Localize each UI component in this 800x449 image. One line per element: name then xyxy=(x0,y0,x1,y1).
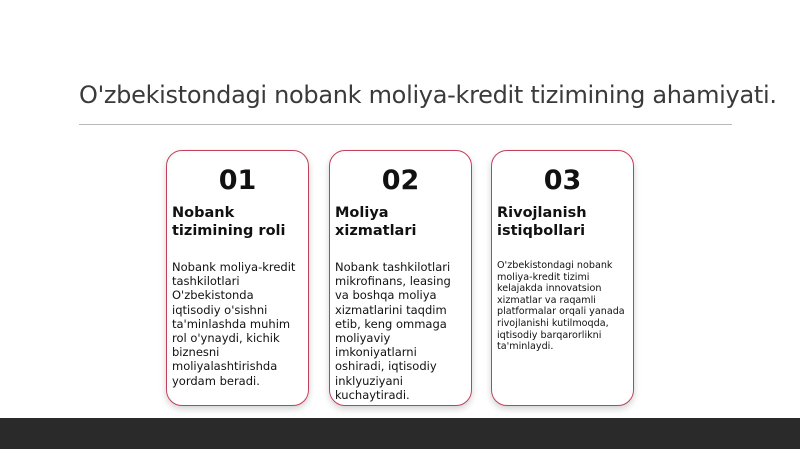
footer-bar xyxy=(0,418,800,449)
card-nobank-role xyxy=(166,150,309,406)
slide-title: O'zbekistondagi nobank moliya-kredit tizimining ahamiyati. xyxy=(79,81,777,109)
card-number: 01 xyxy=(218,165,257,196)
card-number: 02 xyxy=(381,165,420,196)
card-development-prospects xyxy=(491,150,634,406)
card-body: O'zbekistondagi nobank moliya-kredit tizimi kelajakda innovatsion xizmatlar va raqamli platformalar orqali yanada rivojlanishi kutilmoqda, iqtisodiy barqarorlikni ta'minlaydi. xyxy=(497,260,625,353)
card-heading: Moliya xizmatlari xyxy=(335,205,417,239)
card-number: 03 xyxy=(543,165,582,196)
card-financial-services xyxy=(329,150,472,406)
title-divider xyxy=(79,124,732,125)
card-heading: Nobank tizimining roli xyxy=(172,205,286,239)
card-body: Nobank moliya-kredit tashkilotlari O'zbekistonda iqtisodiy o'sishni ta'minlashda muhim rol o'ynaydi, kichik biznesni moliyalashtirishda yordam beradi. xyxy=(172,260,296,388)
card-heading: Rivojlanish istiqbollari xyxy=(497,205,587,239)
card-body: Nobank tashkilotlari mikrofinans, leasing va boshqa moliya xizmatlarini taqdim etib, keng ommaga moliyaviy imkoniyatlarni oshiradi, iqtisodiy inklyuziyani kuchaytiradi. xyxy=(335,260,451,402)
